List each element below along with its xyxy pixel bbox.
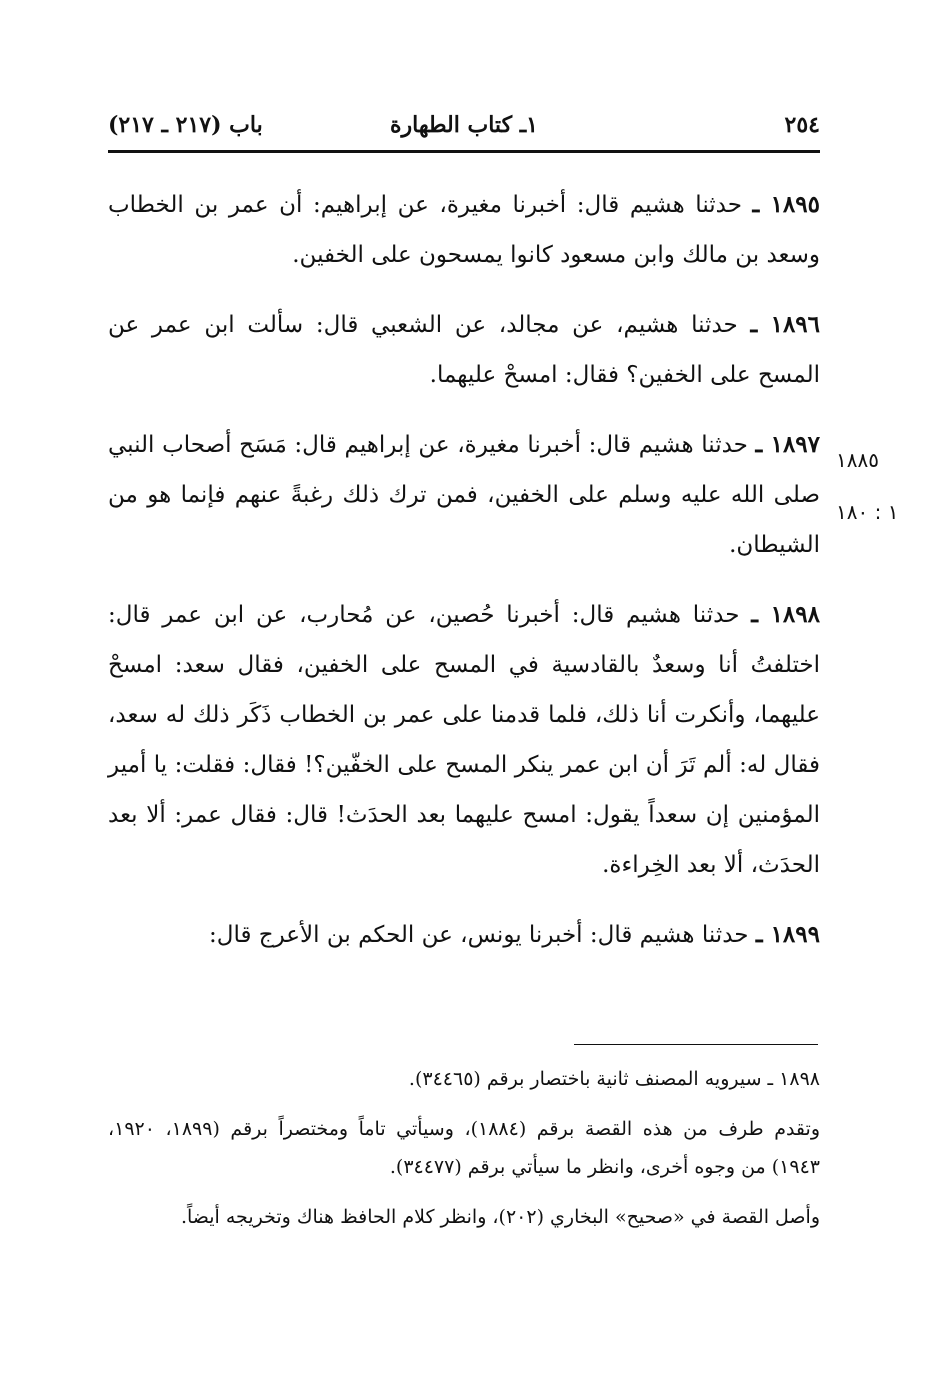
hadith-number: ١٨٩٥ ـ (752, 191, 820, 218)
margin-ref-1885: ١٨٨٥ (836, 448, 879, 472)
hadith-paragraph-1895 (108, 180, 820, 280)
footnotes (108, 1060, 820, 1248)
chapter-label: باب (٢١٧ ـ ٢١٧) (108, 112, 263, 138)
hadith-text: حدثنا هشيم قال: أخبرنا مغيرة، عن إبراهيم قال: مَسَح أصحاب النبي صلى الله عليه وسلم على الخفين، فمن ترك ذلك رغبةً عنهم فإنما هو من الشيطان. (108, 432, 820, 558)
hadith-paragraph-1896 (108, 300, 820, 400)
hadith-number: ١٨٩٦ ـ (750, 311, 821, 338)
footnote-2: وتقدم طرف من هذه القصة برقم (١٨٨٤)، وسيأتي تاماً ومختصراً برقم (١٨٩٩، ١٩٢٠، ١٩٤٣) من وجوه أخرى، وانظر ما سيأتي برقم (٣٤٤٧٧). (108, 1118, 821, 1178)
footnote-rule (574, 1044, 818, 1045)
book-title: ١ـ كتاب الطهارة (390, 112, 538, 138)
main-text (108, 180, 820, 980)
page-number: ٢٥٤ (784, 112, 820, 138)
hadith-number: ١٨٩٧ ـ (755, 431, 821, 458)
hadith-paragraph-1898 (108, 590, 820, 890)
hadith-text: حدثنا هشيم، عن مجالد، عن الشعبي قال: سألت ابن عمر عن المسح على الخفين؟ فقال: امسحْ عليهما. (108, 312, 820, 388)
hadith-paragraph-1897 (108, 420, 820, 570)
footnote-1: ١٨٩٨ ـ سيرويه المصنف ثانية باختصار برقم (٣٤٤٦٥). (408, 1068, 820, 1090)
hadith-paragraph-1899 (108, 910, 820, 960)
hadith-number: ١٨٩٨ ـ (751, 601, 820, 628)
hadith-text: حدثنا هشيم قال: أخبرنا حُصين، عن مُحارب، عن ابن عمر قال: اختلفتُ أنا وسعدٌ بالقادسية في المسح على الخفين، فقال سعد: امسحْ عليهما، وأنكرت أنا ذلك، فلما قدمنا على عمر بن الخطاب ذَكَر ذلك له سعد، فقال له: ألم تَرَ أن ابن عمر ينكر المسح على الخفّين؟! فقال: فقلت: يا أمير المؤمنين إن سعداً يقول: امسح عليهما بعد الحدَث! قال: فقال عمر: ألا بعد الحدَث، ألا بعد الخِراءة. (108, 602, 820, 878)
header-rule (108, 150, 820, 153)
hadith-text: حدثنا هشيم قال: أخبرنا مغيرة، عن إبراهيم: أن عمر بن الخطاب وسعد بن مالك وابن مسعود كانوا يمسحون على الخفين. (108, 192, 820, 268)
margin-ref-volume-page: ١ : ١٨٠ (836, 500, 899, 524)
page-header (108, 104, 820, 148)
hadith-number: ١٨٩٩ ـ (755, 921, 820, 948)
footnote-3: وأصل القصة في «صحيح» البخاري (٢٠٢)، وانظر كلام الحافظ هناك وتخريجه أيضاً. (180, 1206, 820, 1228)
hadith-text: حدثنا هشيم قال: أخبرنا يونس، عن الحكم بن الأعرج قال: (209, 922, 749, 948)
